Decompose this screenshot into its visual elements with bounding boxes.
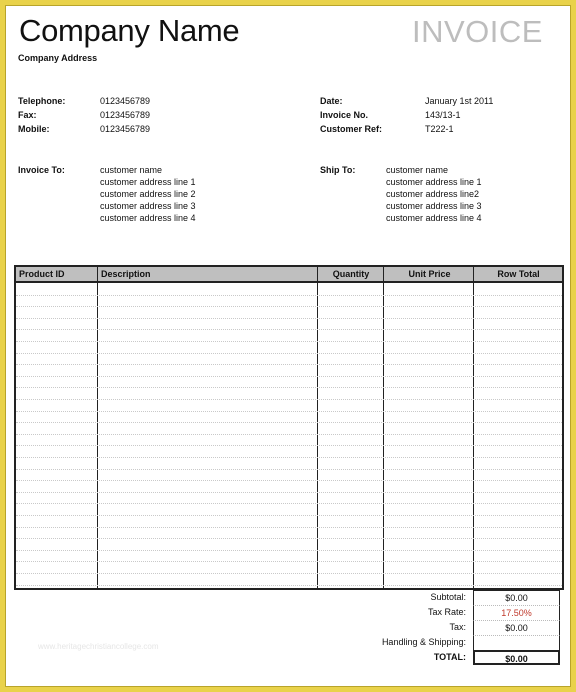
- invoice-to-line: customer name: [100, 165, 163, 175]
- table-row: [16, 295, 562, 296]
- table-row: [16, 353, 562, 354]
- table-row: [16, 469, 562, 470]
- table-row: [16, 550, 562, 551]
- mobile-label: Mobile:: [18, 124, 50, 134]
- col-description: Description: [101, 269, 151, 279]
- table-row: [16, 341, 562, 342]
- ship-to-line: customer name: [386, 165, 449, 175]
- date-label: Date:: [320, 96, 343, 106]
- customer-ref-label: Customer Ref:: [320, 124, 383, 134]
- table-row: [16, 376, 562, 377]
- customer-ref-value: T222-1: [425, 124, 454, 134]
- mobile-value: 0123456789: [100, 124, 151, 134]
- table-row: [16, 329, 562, 330]
- table-row: [16, 561, 562, 562]
- ship-to-line: customer address line2: [386, 189, 480, 199]
- fax-label: Fax:: [18, 110, 37, 120]
- table-row: [16, 457, 562, 458]
- invoice-to-line: customer address line 4: [100, 213, 196, 223]
- table-row: [16, 422, 562, 423]
- subtotal-label: Subtotal:: [430, 592, 466, 602]
- table-row: [16, 364, 562, 365]
- table-row: [16, 306, 562, 307]
- date-value: January 1st 2011: [425, 96, 494, 106]
- watermark: www.heritagechristiancollege.com: [38, 642, 159, 651]
- handling-shipping-value: [473, 635, 560, 650]
- total-value: $0.00: [473, 650, 560, 665]
- tax-rate-value: 17.50%: [473, 605, 560, 620]
- fax-value: 0123456789: [100, 110, 151, 120]
- col-product-id: Product ID: [19, 269, 65, 279]
- invoice-sheet: [5, 5, 571, 687]
- line-items-table: [14, 265, 564, 590]
- table-row: [16, 480, 562, 481]
- invoice-no-label: Invoice No.: [320, 110, 369, 120]
- table-row: [16, 503, 562, 504]
- table-row: [16, 387, 562, 388]
- invoice-title: INVOICE: [412, 14, 543, 49]
- ship-to-address: [386, 164, 482, 224]
- ship-to-line: customer address line 1: [386, 177, 482, 187]
- table-row: [16, 411, 562, 412]
- tax-label: Tax:: [449, 622, 466, 632]
- col-quantity: Quantity: [332, 269, 370, 279]
- table-row: [16, 527, 562, 528]
- invoice-no-value: 143/13-1: [425, 110, 461, 120]
- company-address: Company Address: [18, 53, 98, 63]
- table-row: [16, 318, 562, 319]
- telephone-value: 0123456789: [100, 96, 151, 106]
- invoice-to-address: [100, 164, 196, 224]
- col-row-total: Row Total: [497, 269, 540, 279]
- table-row: [16, 538, 562, 539]
- ship-to-line: customer address line 3: [386, 201, 482, 211]
- subtotal-value: $0.00: [473, 590, 560, 605]
- table-body: [16, 283, 562, 588]
- invoice-to-label: Invoice To:: [18, 165, 65, 175]
- col-unit-price: Unit Price: [408, 269, 451, 279]
- invoice-to-line: customer address line 1: [100, 177, 196, 187]
- telephone-label: Telephone:: [18, 96, 66, 106]
- company-name: Company Name: [19, 13, 240, 48]
- table-row: [16, 515, 562, 516]
- ship-to-line: customer address line 4: [386, 213, 482, 223]
- handling-shipping-label: Handling & Shipping:: [381, 637, 466, 647]
- total-label: TOTAL:: [433, 652, 466, 662]
- table-row: [16, 399, 562, 400]
- tax-value: $0.00: [473, 620, 560, 635]
- table-row: [16, 445, 562, 446]
- table-row: [16, 434, 562, 435]
- invoice-to-line: customer address line 2: [100, 189, 196, 199]
- invoice-to-line: customer address line 3: [100, 201, 196, 211]
- tax-rate-label: Tax Rate:: [427, 607, 466, 617]
- table-row: [16, 492, 562, 493]
- ship-to-label: Ship To:: [320, 165, 356, 175]
- table-row: [16, 585, 562, 586]
- table-row: [16, 573, 562, 574]
